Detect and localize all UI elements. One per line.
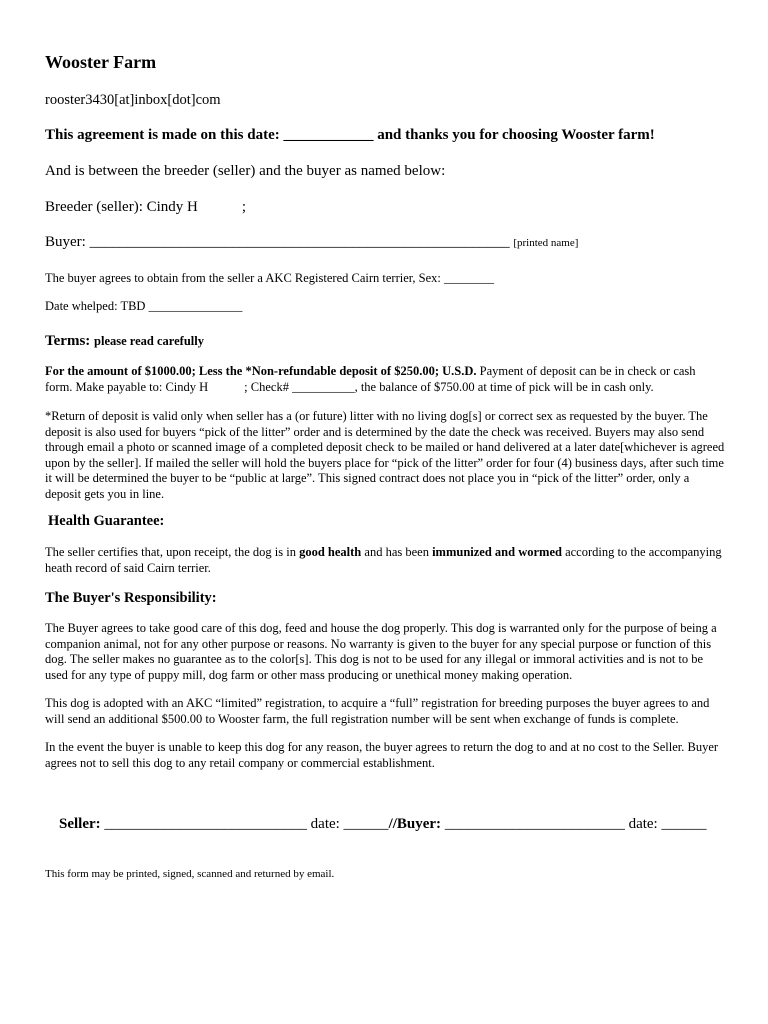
terms-heading bbox=[45, 333, 204, 350]
seller-signature-field: ___________________________ date: ______ bbox=[100, 816, 389, 832]
date-whelped-line: Date whelped: TBD _______________ bbox=[45, 299, 243, 313]
health-text-2: and has been bbox=[361, 545, 433, 559]
registration-paragraph: This dog is adopted with an AKC “limited” registration, to acquire a “full” registration for breeding purposes the buyer agrees to and will send an additional $500.00 to Wooster farm, the full registration number will be sent when exchange of funds is complete. bbox=[45, 696, 710, 726]
dog-description-line: The buyer agrees to obtain from the seller a AKC Registered Cairn terrier, Sex: ________ bbox=[45, 271, 495, 285]
health-bold-1: good health bbox=[299, 545, 362, 559]
health-text-3: according to the accompanying heath record of said Cairn terrier. bbox=[45, 545, 722, 575]
amount-bold: For the amount of $1000.00; Less the *Non-refundable deposit of $250.00; U.S.D. bbox=[45, 364, 477, 378]
health-guarantee-heading: Health Guarantee: bbox=[48, 513, 165, 529]
buyer-name-field: Buyer: ________________________________________________________ bbox=[45, 234, 510, 250]
farm-title: Wooster Farm bbox=[45, 52, 157, 72]
agreement-date-line: This agreement is made on this date: ____________ and thanks you for choosing Wooster farm! bbox=[45, 127, 655, 143]
signature-line bbox=[59, 816, 706, 833]
terms-label: Terms: bbox=[45, 333, 91, 349]
buyer-signature-field: ________________________ date: ______ bbox=[441, 816, 707, 832]
health-text-1: The seller certifies that, upon receipt, the dog is in bbox=[45, 545, 300, 559]
breeder-semicolon: ; bbox=[241, 199, 247, 215]
responsibility-heading: The Buyer's Responsibility: bbox=[45, 590, 217, 606]
buyer-line bbox=[45, 234, 578, 251]
footer-note: This form may be printed, signed, scanned and returned by email. bbox=[45, 868, 335, 880]
return-dog-paragraph: In the event the buyer is unable to keep this dog for any reason, the buyer agrees to return the dog to and at no cost to the Seller. Buyer agrees not to sell this dog to any retail company or commercial establishment. bbox=[45, 740, 719, 770]
contact-email: rooster3430[at]inbox[dot]com bbox=[45, 92, 221, 108]
printed-name-note: [printed name] bbox=[513, 237, 579, 249]
health-bold-2: immunized and wormed bbox=[432, 545, 562, 559]
deposit-return-paragraph: *Return of deposit is valid only when seller has a (or future) litter with no living dog[s] or correct sex as requested by the buyer. The deposit is also used for buyers “pick of the litter” order and is determined by the date the check was received. Buyers may also send through email a photo or scanned image of a completed deposit check to be mailed or hand delivered at a later date[whichever is agreed upon by the seller]. If mailed the seller will hold the buyers place for “pick of the litter” order for four (4) business days, after such time it will be determined the buyer to be “public at large”. This signed contract does not place you in “pick of the litter” order, only a deposit gets you in line. bbox=[45, 409, 725, 501]
amount-text-1: Payment of deposit can be in check or cash form. Make payable to: Cindy H bbox=[45, 364, 696, 394]
terms-subheading: please read carefully bbox=[94, 334, 204, 348]
care-paragraph: The Buyer agrees to take good care of this dog, feed and house the dog properly. This dog is warranted only for the purpose of being a companion animal, not for any other purpose or reasons. No warranty is given to the buyer for any special purpose or function of this dog. The seller makes no guarantee as to the color[s]. This dog is not to be used for any illegal or immoral activities and is not to be used for any type of puppy mill, dog farm or other mass producing or unethical money making operation. bbox=[45, 621, 717, 682]
breeder-line bbox=[45, 199, 246, 216]
health-paragraph bbox=[45, 545, 725, 576]
amount-paragraph bbox=[45, 364, 725, 395]
breeder-label: Breeder (seller): Cindy H bbox=[45, 199, 198, 215]
buyer-signature-label: //Buyer: bbox=[388, 816, 442, 832]
seller-signature-label: Seller: bbox=[59, 816, 101, 832]
parties-intro: And is between the breeder (seller) and the buyer as named below: bbox=[45, 163, 446, 179]
amount-text-2: ; Check# __________, the balance of $750.00 at time of pick will be in cash only. bbox=[244, 379, 654, 394]
